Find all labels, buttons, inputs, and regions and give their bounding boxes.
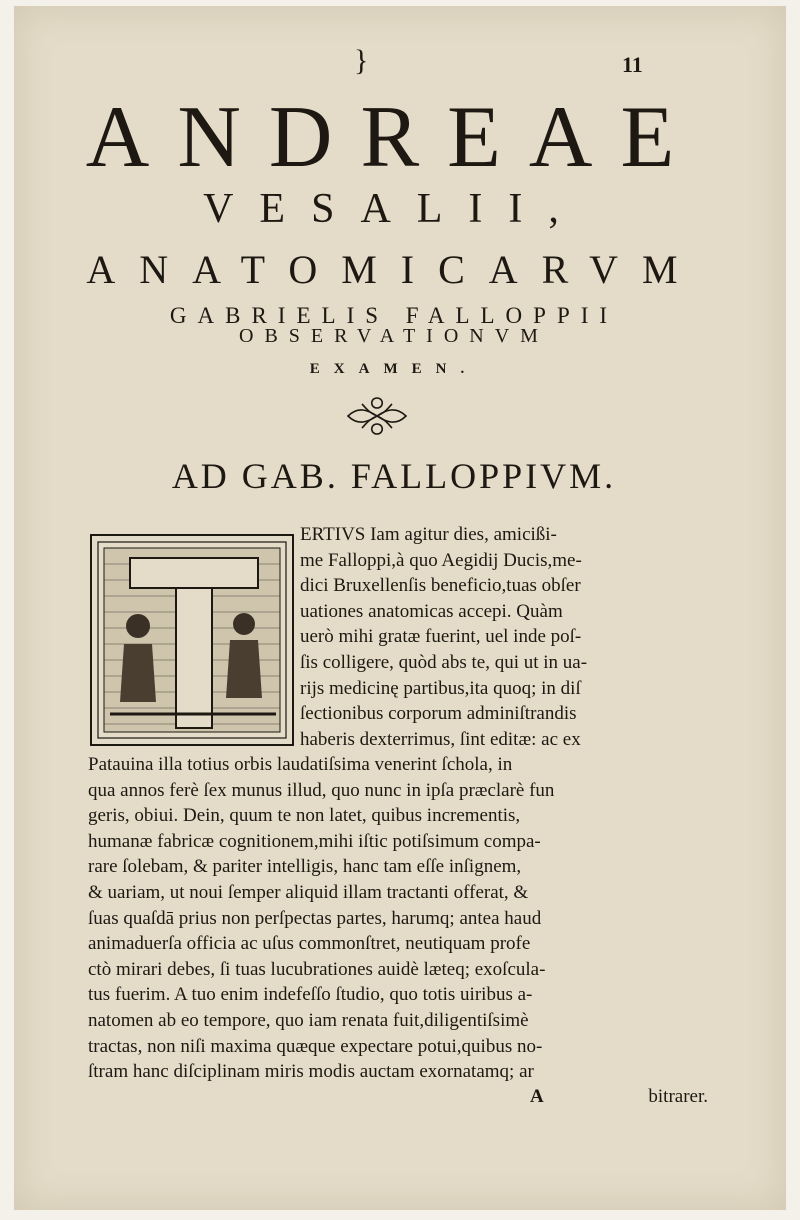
signature-mark: A: [530, 1086, 544, 1107]
text-line: ERTIVS Iam agitur dies, amicißi-: [300, 524, 557, 545]
text-line: tus fuerim. A tuo enim indefeſſo ſtudio, quo totis uiribus a-: [88, 984, 533, 1006]
title-line-1: ANDREAE: [85, 89, 703, 186]
text-line: ſtram hanc diſciplinam miris modis auctam exornatamq; ar: [88, 1061, 534, 1083]
text-line: humanæ fabricæ cognitionem,mihi iſtic potiſsimum compa-: [88, 830, 541, 852]
paragraph-beside-initial: [300, 522, 708, 752]
title-line-6: EXAMEN.: [309, 361, 479, 377]
book-page: [14, 6, 786, 1210]
text-line: uerò mihi gratæ fuerint, uel inde poſ-: [300, 626, 582, 648]
text-line: ſis colligere, quòd abs te, qui ut in ua-: [300, 651, 588, 673]
text-line: tractas, non niſi maxima quæque expectare potui,quibus no-: [88, 1035, 543, 1057]
text-line: ctò mirari debes, ſi tuas lucubrationes auidè læteq; exoſcula-: [88, 958, 546, 980]
text-line: & uariam, ut noui ſemper aliquid illam tractanti offerat, &: [88, 881, 529, 903]
text-line: ſectionibus corporum adminiſtrandis: [300, 703, 577, 725]
paragraph-full-width: [88, 752, 708, 1085]
text-line: animaduerſa officia ac uſus commonſtret, neutiquam profe: [88, 933, 531, 955]
dedication-heading: AD GAB. FALLOPPIVM.: [171, 456, 617, 496]
title-line-4: GABRIELIS FALLOPPII: [169, 303, 619, 328]
text-line: Patauina illa totius orbis laudatiſsima venerint ſchola, in: [88, 754, 513, 775]
printer-ornament-icon: [342, 394, 412, 438]
title-line-3: ANATOMICARVM: [86, 247, 702, 292]
text-line: ſuas quaſdā prius non perſpectas partes, harumq; antea haud: [88, 907, 542, 929]
text-line: rare ſolebam, & pariter intelligis, hanc tam eſſe inſignem,: [88, 856, 522, 878]
text-line: rijs medicinę partibus,ita quoq; in diſ: [300, 677, 581, 699]
header-mark: }: [354, 44, 369, 77]
text-line: uationes anatomicas accepi. Quàm: [300, 600, 563, 622]
title-line-2: VESALII,: [203, 186, 585, 232]
woodcut-initial-t-icon: [90, 534, 294, 746]
folio-number: 11: [622, 52, 643, 77]
text-line: me Falloppi,à quo Aegidij Ducis,me-: [300, 549, 582, 571]
catchword: bitrarer.: [648, 1086, 708, 1107]
text-line: natomen ab eo tempore, quo iam renata fuit,diligentiſsimè: [88, 1009, 529, 1031]
text-line: qua annos ferè ſex munus illud, quo nunc in ipſa præclarè fun: [88, 779, 555, 801]
text-line: geris, obiui. Dein, quum te non latet, quibus incrementis,: [88, 805, 521, 827]
title-line-5: OBSERVATIONVM: [239, 325, 549, 347]
text-line: haberis dexterrimus, ſint editæ: ac ex: [300, 728, 581, 750]
text-line: dici Bruxellenſis beneficio,tuas obſer: [300, 575, 581, 597]
